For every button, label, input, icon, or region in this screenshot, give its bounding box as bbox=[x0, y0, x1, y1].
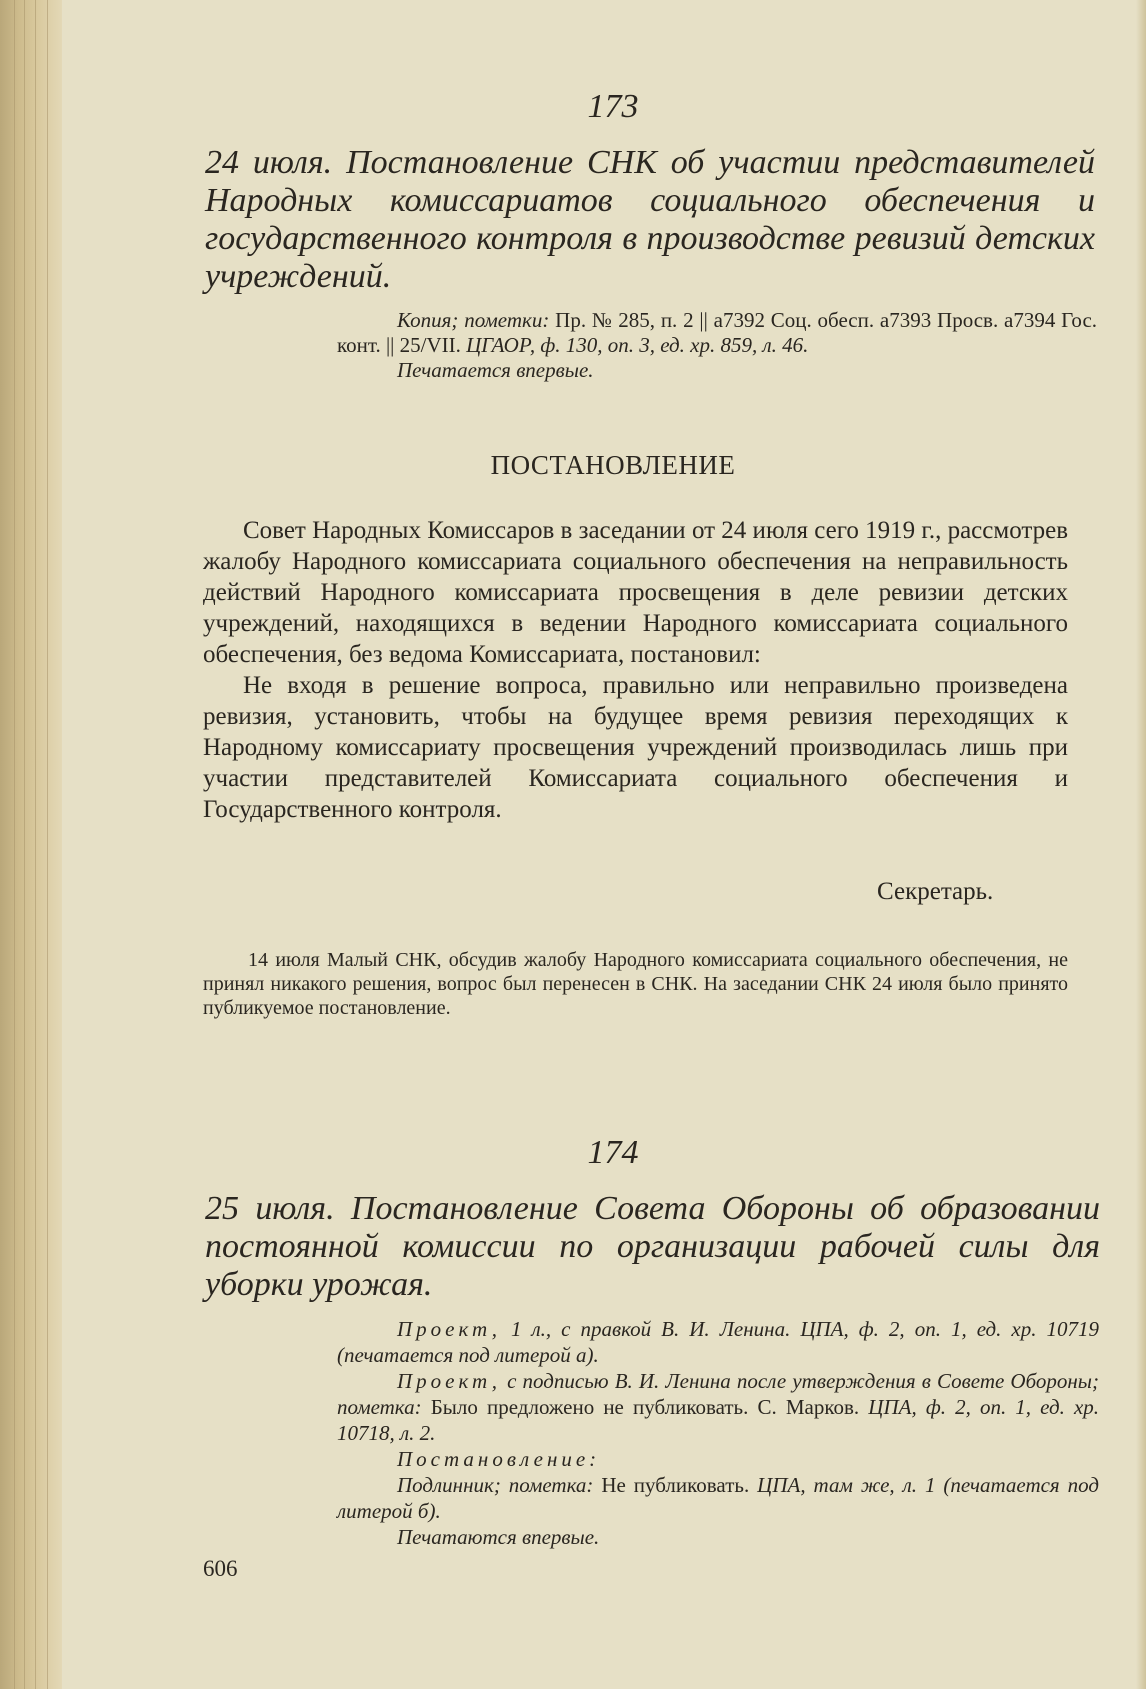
source-entry-archive: ЦПА, ф. 2, оп. 1, ед. хр. 10718, л. 2. bbox=[337, 1395, 1100, 1445]
publication-note-174: Печатаются впервые. bbox=[397, 1525, 600, 1549]
resolution-paragraph-1: Совет Народных Комиссаров в заседании от 24 июля сего 1919 г., рассмотрев жалобу Народного комиссариата социального обеспечения на неправильность действий Народного комиссариата просвещения в деле ревизии детских учреждений, находящихся в ведении Народного комиссариата социального обеспечения, без ведома Комиссариата, постановил: bbox=[203, 517, 1068, 668]
document-heading-173: 24 июля. Постановление СНК об участии представителей Народных комиссариатов социального обеспечения и государственного контроля в производстве ревизий детских учреждений. bbox=[205, 144, 1095, 295]
source-entry-archive: ЦПА, там же, л. 1 (печатается под литерой б). bbox=[337, 1473, 1100, 1523]
source-entry-mark: Было предложено не публиковать. С. Марков. bbox=[430, 1395, 860, 1419]
archive-reference: ЦГАОР, ф. 130, оп. 3, ед. хр. 859, л. 46. bbox=[466, 333, 809, 357]
source-entry-1 bbox=[337, 1316, 1099, 1368]
source-entry-detail: 1 л., с правкой В. И. Ленина. ЦПА, ф. 2, оп. 1, ед. хр. 10719 (печатается под литерой а). bbox=[337, 1317, 1099, 1367]
source-label: Копия; пометки: bbox=[397, 308, 550, 332]
source-entry-type: Проект, bbox=[397, 1369, 501, 1393]
source-text: Пр. № 285, п. 2 || а7392 Соц. обесп. а7393 Просв. а7394 Гос. конт. || 25/VII. bbox=[337, 308, 1098, 357]
source-entry-2 bbox=[337, 1368, 1099, 1446]
document-number-174: 174 bbox=[587, 1134, 639, 1171]
editorial-note-173 bbox=[203, 948, 1068, 1020]
document-heading-174: 25 июля. Постановление Совета Обороны об образовании постоянной комиссии по организации рабочей силы для уборки урожая. bbox=[205, 1190, 1100, 1303]
source-entry-type: Подлинник; пометка: bbox=[397, 1473, 594, 1497]
source-note-173 bbox=[337, 308, 1097, 383]
resolution-title: ПОСТАНОВЛЕНИЕ bbox=[490, 450, 736, 480]
resolution-paragraph-2: Не входя в решение вопроса, правильно или неправильно произведена ревизия, установить, чтобы на будущее время ревизия переходящих к Народному комиссариату просвещения учреждений производилась лишь при участии представителей Комиссариата социального обеспечения и Государственного контроля. bbox=[203, 672, 1068, 823]
source-entry-detail: с подписью В. И. Ленина после утверждения в Совете Обороны; пометка: bbox=[337, 1369, 1100, 1419]
signature: Секретарь. bbox=[877, 878, 994, 905]
source-entry-type: Проект, bbox=[397, 1317, 501, 1341]
editorial-note-text: 14 июля Малый СНК, обсудив жалобу Народного комиссариата социального обеспечения, не принял никакого решения, вопрос был перенесен в СНК. На заседании СНК 24 июля было принято публикуемое постановление. bbox=[203, 949, 1068, 1019]
page-number: 606 bbox=[203, 1556, 238, 1581]
document-number-173: 173 bbox=[587, 88, 639, 125]
resolution-body bbox=[203, 515, 1068, 825]
source-entry-3: Постановление: bbox=[397, 1447, 601, 1471]
publication-note: Печатается впервые. bbox=[397, 358, 594, 382]
source-notes-174 bbox=[337, 1316, 1099, 1550]
source-entry-4 bbox=[337, 1472, 1099, 1524]
source-entry-mark: Не публиковать. bbox=[601, 1473, 750, 1497]
